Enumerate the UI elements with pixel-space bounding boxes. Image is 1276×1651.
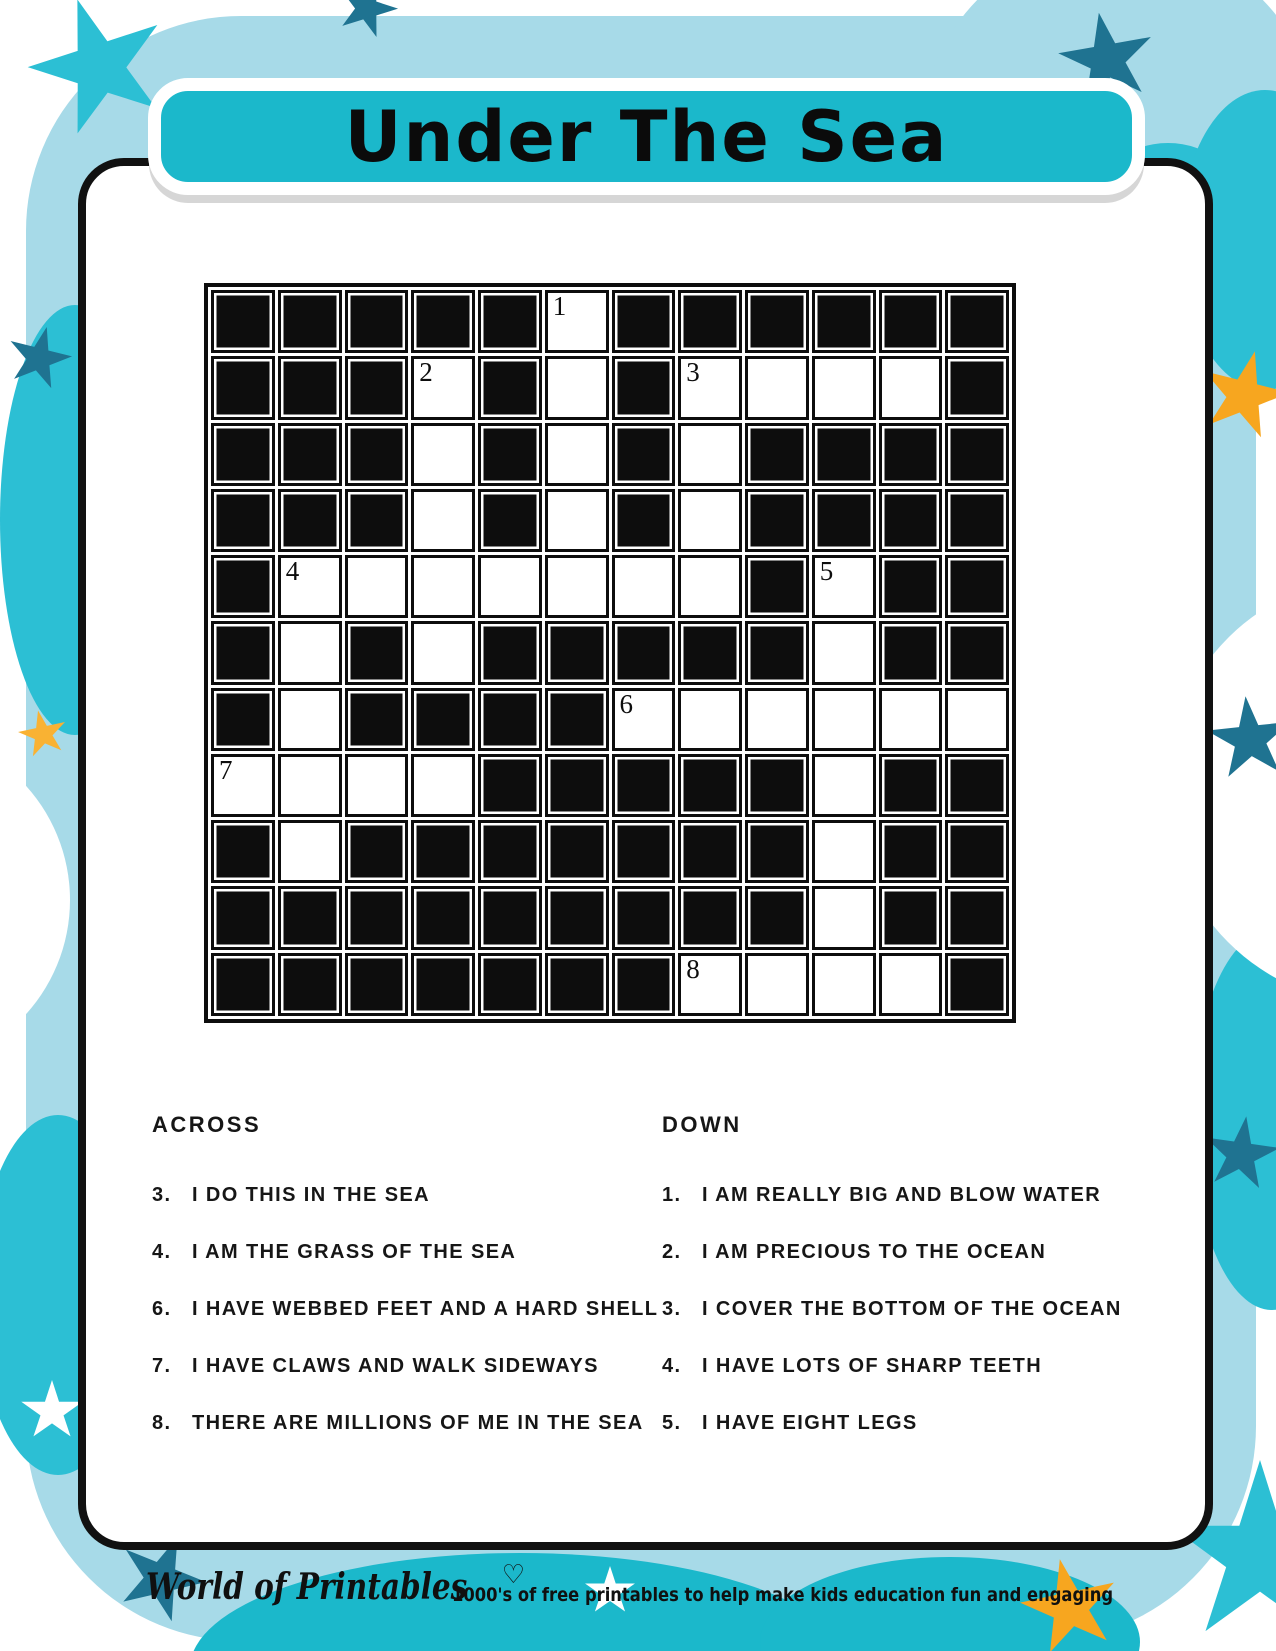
- grid-cell-black: [478, 356, 542, 419]
- clue-item-text: I DO THIS IN THE SEA: [192, 1184, 431, 1206]
- clue-number: 4: [285, 556, 300, 587]
- grid-cell-black: [211, 688, 275, 751]
- grid-cell-black: [545, 953, 609, 1016]
- grid-cell-black: [612, 489, 676, 552]
- grid-cell-black: [211, 423, 275, 486]
- grid-cell-white[interactable]: [345, 754, 409, 817]
- grid-cell-black: [545, 820, 609, 883]
- grid-cell-white[interactable]: [812, 555, 876, 618]
- grid-cell-black: [345, 290, 409, 353]
- clue-number: 5: [819, 556, 834, 587]
- grid-cell-white[interactable]: [745, 688, 809, 751]
- grid-cell-black: [879, 820, 943, 883]
- grid-cell-black: [345, 423, 409, 486]
- clue-item-text: I AM PRECIOUS TO THE OCEAN: [702, 1241, 1047, 1263]
- grid-cell-white[interactable]: [812, 621, 876, 684]
- grid-cell-black: [745, 423, 809, 486]
- grid-cell-black: [411, 953, 475, 1016]
- clue-item-text: I HAVE LOTS OF SHARP TEETH: [702, 1355, 1043, 1377]
- grid-cell-black: [345, 621, 409, 684]
- grid-cell-black: [211, 356, 275, 419]
- cloud-notch: [0, 1560, 90, 1651]
- grid-cell-black: [612, 423, 676, 486]
- grid-cell-white[interactable]: [278, 688, 342, 751]
- grid-cell-black: [945, 555, 1009, 618]
- clue-item-number: 3.: [662, 1298, 682, 1320]
- grid-cell-white[interactable]: [478, 555, 542, 618]
- grid-cell-black: [745, 886, 809, 949]
- clue-item: [152, 1239, 652, 1265]
- grid-cell-white[interactable]: [411, 489, 475, 552]
- grid-cell-black: [278, 356, 342, 419]
- grid-cell-white[interactable]: [545, 423, 609, 486]
- grid-cell-black: [411, 688, 475, 751]
- grid-cell-black: [945, 820, 1009, 883]
- grid-cell-white[interactable]: [411, 555, 475, 618]
- grid-cell-black: [612, 953, 676, 1016]
- grid-cell-white[interactable]: [678, 688, 742, 751]
- grid-cell-black: [612, 290, 676, 353]
- clue-number: 8: [686, 953, 700, 984]
- grid-cell-white[interactable]: [278, 754, 342, 817]
- grid-cell-white[interactable]: [945, 688, 1009, 751]
- grid-cell-white[interactable]: [879, 356, 943, 419]
- clue-number: 1: [552, 291, 567, 321]
- grid-cell-black: [211, 886, 275, 949]
- grid-cell-white[interactable]: [545, 290, 609, 353]
- grid-cell-black: [612, 754, 676, 817]
- clue-item: [152, 1353, 652, 1379]
- grid-cell-white[interactable]: [545, 489, 609, 552]
- grid-cell-black: [345, 489, 409, 552]
- grid-cell-white[interactable]: [545, 555, 609, 618]
- grid-cell-white[interactable]: [678, 555, 742, 618]
- grid-cell-black: [478, 820, 542, 883]
- grid-cell-black: [545, 688, 609, 751]
- grid-cell-white[interactable]: [812, 953, 876, 1016]
- grid-cell-black: [278, 953, 342, 1016]
- clue-item-number: 1.: [662, 1184, 682, 1206]
- grid-cell-black: [211, 489, 275, 552]
- cloud-notch: [1160, 1625, 1276, 1651]
- grid-cell-white[interactable]: [545, 356, 609, 419]
- grid-cell-black: [945, 356, 1009, 419]
- across-clues-section: [152, 1112, 659, 1436]
- grid-cell-black: [812, 423, 876, 486]
- grid-cell-black: [478, 621, 542, 684]
- clue-number: 3: [686, 357, 700, 388]
- clue-item-number: 2.: [662, 1241, 682, 1263]
- clue-item-text: I HAVE WEBBED FEET AND A HARD SHELL: [192, 1298, 659, 1320]
- grid-cell-black: [478, 953, 542, 1016]
- clue-item-text: I HAVE CLAWS AND WALK SIDEWAYS: [192, 1355, 599, 1377]
- grid-cell-black: [879, 555, 943, 618]
- grid-cell-black: [812, 290, 876, 353]
- clue-item-number: 8.: [152, 1412, 172, 1434]
- grid-cell-black: [411, 290, 475, 353]
- grid-cell-white[interactable]: [278, 820, 342, 883]
- grid-cell-black: [945, 423, 1009, 486]
- grid-cell-black: [745, 754, 809, 817]
- clue-item: [662, 1410, 1162, 1436]
- down-clues-section: [662, 1112, 1162, 1436]
- grid-cell-white[interactable]: [678, 423, 742, 486]
- grid-cell-black: [745, 489, 809, 552]
- grid-cell-white[interactable]: [678, 489, 742, 552]
- grid-cell-black: [211, 290, 275, 353]
- grid-cell-white[interactable]: [879, 953, 943, 1016]
- grid-cell-black: [945, 754, 1009, 817]
- clue-item: [662, 1182, 1162, 1208]
- grid-cell-black: [478, 688, 542, 751]
- grid-cell-white[interactable]: [678, 953, 742, 1016]
- grid-cell-black: [478, 423, 542, 486]
- grid-cell-white[interactable]: [411, 356, 475, 419]
- grid-cell-black: [945, 290, 1009, 353]
- heart-icon: ♡: [501, 1560, 526, 1590]
- grid-cell-white[interactable]: [612, 555, 676, 618]
- grid-cell-black: [945, 621, 1009, 684]
- brand-logo: World of Printables: [146, 1566, 468, 1608]
- grid-cell-black: [478, 489, 542, 552]
- clue-item-number: 6.: [152, 1298, 172, 1320]
- grid-cell-black: [745, 555, 809, 618]
- clue-item-text: I AM THE GRASS OF THE SEA: [192, 1241, 517, 1263]
- grid-cell-white[interactable]: [411, 621, 475, 684]
- grid-cell-black: [345, 820, 409, 883]
- grid-cell-black: [211, 820, 275, 883]
- grid-cell-black: [278, 290, 342, 353]
- grid-cell-black: [612, 356, 676, 419]
- grid-cell-black: [478, 290, 542, 353]
- grid-cell-black: [945, 953, 1009, 1016]
- clue-item: [152, 1410, 652, 1436]
- grid-cell-white[interactable]: [812, 688, 876, 751]
- grid-cell-black: [478, 754, 542, 817]
- grid-cell-black: [945, 886, 1009, 949]
- clue-item-number: 7.: [152, 1355, 172, 1377]
- clue-item-text: I COVER THE BOTTOM OF THE OCEAN: [702, 1298, 1122, 1320]
- grid-cell-black: [545, 621, 609, 684]
- grid-cell-black: [879, 489, 943, 552]
- footer-tagline: 1000's of free printables to help make kids education fun and engaging: [452, 1584, 1114, 1606]
- down-list: [662, 1182, 1162, 1436]
- grid-cell-white[interactable]: [345, 555, 409, 618]
- title-banner: [148, 78, 1145, 195]
- grid-cell-white[interactable]: [211, 754, 275, 817]
- grid-cell-black: [345, 886, 409, 949]
- clue-number: 7: [219, 754, 233, 785]
- grid-cell-black: [211, 953, 275, 1016]
- grid-cell-black: [545, 886, 609, 949]
- grid-cell-white[interactable]: [745, 356, 809, 419]
- grid-cell-black: [612, 820, 676, 883]
- grid-cell-black: [612, 886, 676, 949]
- grid-cell-black: [411, 820, 475, 883]
- grid-cell-black: [678, 754, 742, 817]
- across-list: [152, 1182, 659, 1436]
- grid-cell-black: [678, 290, 742, 353]
- clue-number: 2: [419, 357, 433, 388]
- grid-cell-black: [211, 555, 275, 618]
- clue-item-number: 5.: [662, 1412, 682, 1434]
- clue-item-text: I HAVE EIGHT LEGS: [702, 1412, 918, 1434]
- grid-cell-black: [278, 423, 342, 486]
- grid-cell-black: [345, 356, 409, 419]
- grid-cell-black: [211, 621, 275, 684]
- grid-cell-black: [478, 886, 542, 949]
- across-heading: ACROSS: [152, 1112, 262, 1137]
- clue-item: [662, 1296, 1162, 1322]
- grid-cell-black: [745, 290, 809, 353]
- grid-cell-black: [879, 621, 943, 684]
- grid-cell-white[interactable]: [812, 754, 876, 817]
- grid-cell-white[interactable]: [612, 688, 676, 751]
- grid-cell-black: [545, 754, 609, 817]
- grid-cell-white[interactable]: [278, 621, 342, 684]
- grid-cell-black: [278, 886, 342, 949]
- clue-item-text: I AM REALLY BIG AND BLOW WATER: [702, 1184, 1102, 1206]
- clue-item-number: 4.: [662, 1355, 682, 1377]
- grid-cell-white[interactable]: [745, 953, 809, 1016]
- grid-cell-black: [745, 621, 809, 684]
- down-heading: DOWN: [662, 1112, 742, 1137]
- grid-cell-white[interactable]: [812, 820, 876, 883]
- grid-cell-black: [678, 886, 742, 949]
- clue-item-number: 4.: [152, 1241, 172, 1263]
- clue-item: [662, 1353, 1162, 1379]
- grid-cell-black: [879, 886, 943, 949]
- clue-item: [152, 1182, 652, 1208]
- grid-cell-black: [879, 423, 943, 486]
- grid-cell-white[interactable]: [411, 754, 475, 817]
- grid-cell-white[interactable]: [812, 886, 876, 949]
- grid-cell-white[interactable]: [411, 423, 475, 486]
- grid-cell-white[interactable]: [812, 356, 876, 419]
- grid-cell-black: [345, 688, 409, 751]
- grid-cell-black: [612, 621, 676, 684]
- clue-item: [152, 1296, 659, 1322]
- grid-cell-white[interactable]: [278, 555, 342, 618]
- clue-number: 6: [619, 688, 633, 719]
- clue-item: [662, 1239, 1162, 1265]
- grid-cell-black: [879, 290, 943, 353]
- page-title: Under The Sea: [344, 95, 949, 178]
- grid-cell-black: [678, 621, 742, 684]
- clue-item-text: THERE ARE MILLIONS OF ME IN THE SEA: [192, 1412, 644, 1434]
- clue-item-number: 3.: [152, 1184, 172, 1206]
- grid-cell-black: [879, 754, 943, 817]
- grid-cell-black: [745, 820, 809, 883]
- grid-cell-white[interactable]: [678, 356, 742, 419]
- grid-cell-black: [678, 820, 742, 883]
- grid-cell-white[interactable]: [879, 688, 943, 751]
- crossword-grid: [204, 283, 1016, 1023]
- grid-cell-black: [411, 886, 475, 949]
- grid-cell-black: [812, 489, 876, 552]
- grid-cell-black: [945, 489, 1009, 552]
- grid-cell-black: [278, 489, 342, 552]
- grid-cell-black: [345, 953, 409, 1016]
